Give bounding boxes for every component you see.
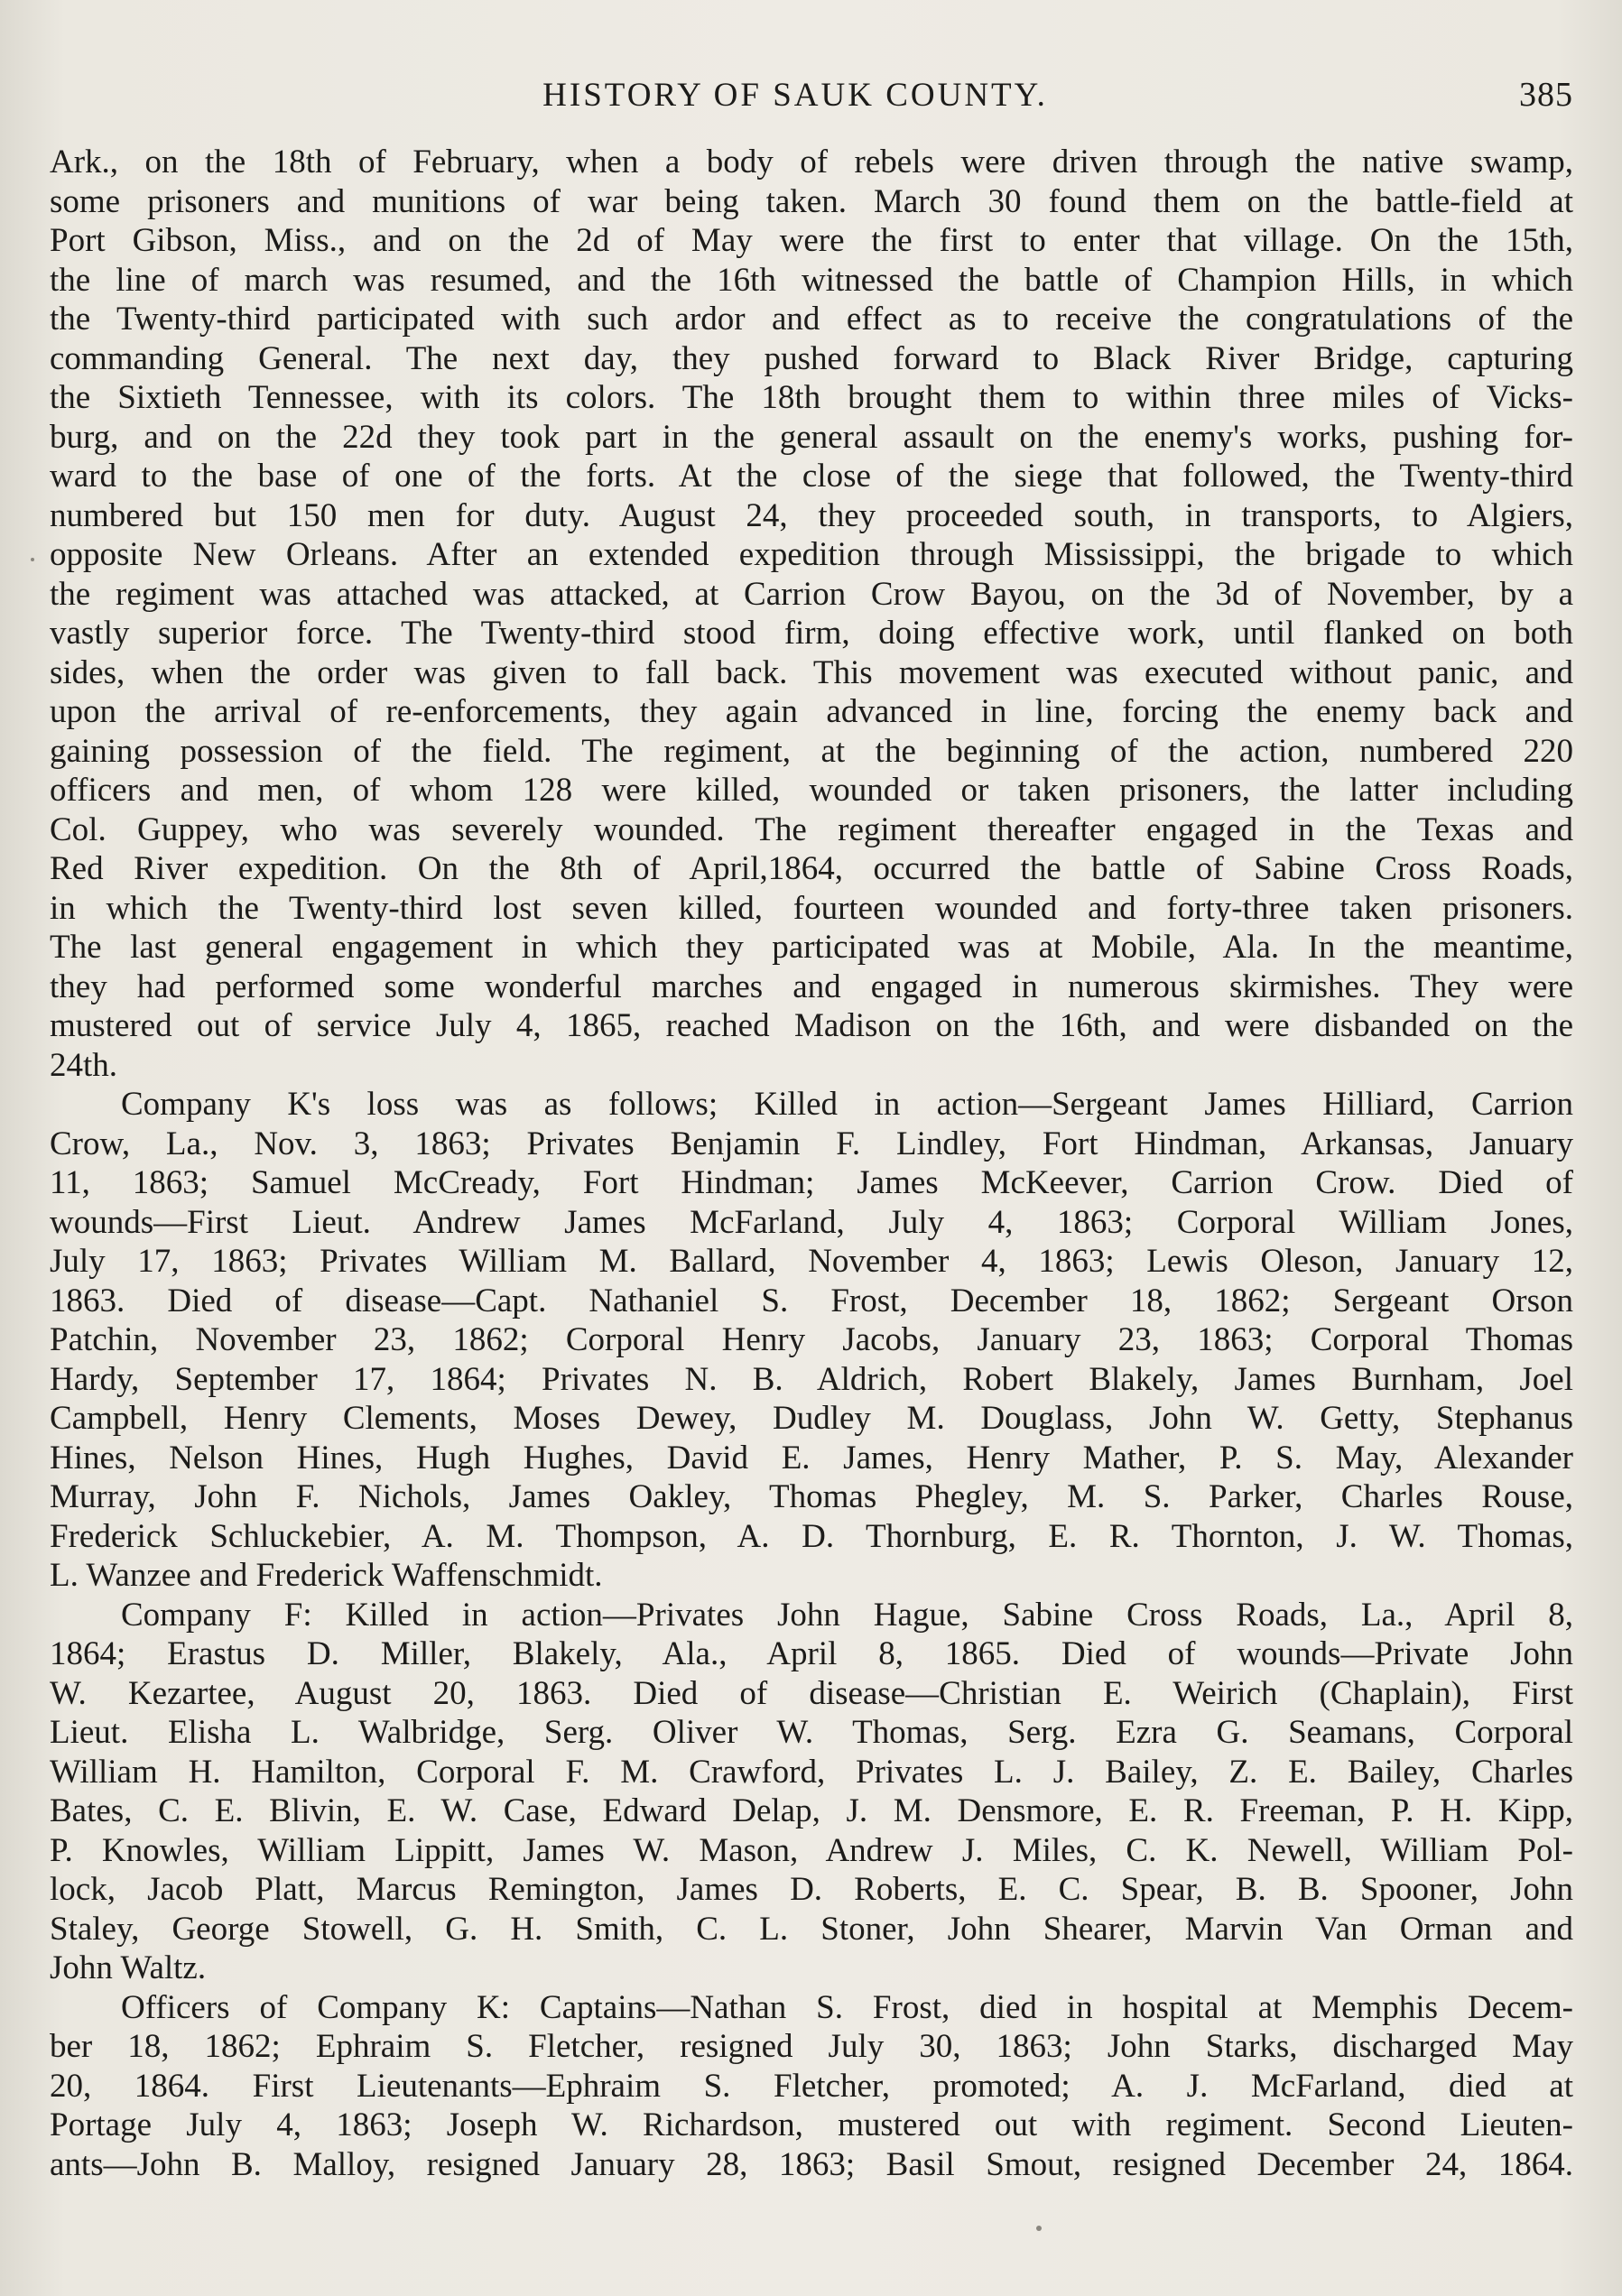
text-line: the Twenty-third participated with such ardor and effect as to receive the congratulations of the — [50, 301, 1573, 338]
text-line: Portage July 4, 1863; Joseph W. Richardson, mustered out with regiment. Second Lieuten- — [50, 2106, 1573, 2143]
paragraph-first-line: Company F: Killed in action—Privates John Hague, Sabine Cross Roads, La., April 8, — [121, 1596, 1573, 1634]
paragraph-first-line: Officers of Company K: Captains—Nathan S. Frost, died in hospital at Memphis Decem- — [121, 1988, 1573, 2026]
text-line: 1863. Died of disease—Capt. Nathaniel S. Frost, December 18, 1862; Sergeant Orson — [50, 1282, 1573, 1319]
text-line: wounds—First Lieut. Andrew James McFarland, July 4, 1863; Corporal William Jones, — [50, 1203, 1573, 1241]
paragraph-end-line: John Waltz. — [50, 1949, 207, 1986]
paragraph-end-line: 24th. — [50, 1046, 118, 1084]
text-line: Murray, John F. Nichols, James Oakley, Thomas Phegley, M. S. Parker, Charles Rouse, — [50, 1478, 1573, 1515]
text-line: Col. Guppey, who was severely wounded. The regiment thereafter engaged in the Texas and — [50, 810, 1573, 848]
text-line: burg, and on the 22d they took part in the general assault on the enemy's works, pushing for- — [50, 418, 1573, 456]
text-line: ber 18, 1862; Ephraim S. Fletcher, resigned July 30, 1863; John Starks, discharged May — [50, 2028, 1573, 2065]
text-line: 1864; Erastus D. Miller, Blakely, Ala., April 8, 1865. Died of wounds—Private John — [50, 1635, 1573, 1672]
text-line: Port Gibson, Miss., and on the 2d of May were the first to enter that village. On the 15th, — [50, 222, 1573, 259]
text-line: Hines, Nelson Hines, Hugh Hughes, David E. James, Henry Mather, P. S. May, Alexander — [50, 1439, 1573, 1477]
text-line: they had performed some wonderful marches and engaged in numerous skirmishes. They were — [50, 967, 1573, 1005]
text-line: The last general engagement in which they participated was at Mobile, Ala. In the meantime, — [50, 929, 1573, 966]
text-line: Lieut. Elisha L. Walbridge, Serg. Oliver W. Thomas, Serg. Ezra G. Seamans, Corporal — [50, 1714, 1573, 1751]
text-line: Patchin, November 23, 1862; Corporal Henry Jacobs, January 23, 1863; Corporal Thomas — [50, 1321, 1573, 1358]
text-line: in which the Twenty-third lost seven killed, fourteen wounded and forty-three taken prisoners. — [50, 889, 1573, 927]
print-speck — [1036, 2226, 1042, 2231]
body-text — [50, 143, 1573, 2184]
text-line: mustered out of service July 4, 1865, reached Madison on the 16th, and were disbanded on the — [50, 1007, 1573, 1044]
text-line: Bates, C. E. Blivin, E. W. Case, Edward Delap, J. M. Densmore, E. R. Freeman, P. H. Kipp, — [50, 1792, 1573, 1829]
text-line: some prisoners and munitions of war being taken. March 30 found them on the battle-field at — [50, 182, 1573, 220]
page-title: HISTORY OF SAUK COUNTY. — [542, 76, 1048, 114]
text-line: upon the arrival of re-enforcements, they again advanced in line, forcing the enemy back and — [50, 693, 1573, 730]
text-line: the Sixtieth Tennessee, with its colors. The 18th brought them to within three miles of Vicks- — [50, 379, 1573, 416]
text-line: Staley, George Stowell, G. H. Smith, C. L. Stoner, John Shearer, Marvin Van Orman and — [50, 1910, 1573, 1948]
text-line: Red River expedition. On the 8th of April,1864, occurred the battle of Sabine Cross Roads, — [50, 850, 1573, 887]
text-line: William H. Hamilton, Corporal F. M. Crawford, Privates L. J. Bailey, Z. E. Bailey, Charles — [50, 1753, 1573, 1791]
text-line: commanding General. The next day, they pushed forward to Black River Bridge, capturing — [50, 339, 1573, 377]
page-number: 385 — [1519, 76, 1573, 114]
paragraph-end-line: L. Wanzee and Frederick Waffenschmidt. — [50, 1557, 603, 1594]
text-line: July 17, 1863; Privates William M. Ballard, November 4, 1863; Lewis Oleson, January 12, — [50, 1243, 1573, 1280]
text-line: Campbell, Henry Clements, Moses Dewey, Dudley M. Douglass, John W. Getty, Stephanus — [50, 1400, 1573, 1437]
text-line: gaining possession of the field. The regiment, at the beginning of the action, numbered 220 — [50, 732, 1573, 770]
text-line: Crow, La., Nov. 3, 1863; Privates Benjamin F. Lindley, Fort Hindman, Arkansas, January — [50, 1125, 1573, 1162]
text-line: ward to the base of one of the forts. At the close of the siege that followed, the Twenty-third — [50, 458, 1573, 495]
text-line: officers and men, of whom 128 were killed, wounded or taken prisoners, the latter including — [50, 772, 1573, 809]
paragraph-first-line: Company K's loss was as follows; Killed in action—Sergeant James Hilliard, Carrion — [121, 1086, 1573, 1123]
text-line: ants—John B. Malloy, resigned January 28, 1863; Basil Smout, resigned December 24, 1864. — [50, 2145, 1573, 2183]
print-speck — [31, 558, 34, 561]
text-line: Ark., on the 18th of February, when a body of rebels were driven through the native swamp, — [50, 144, 1573, 181]
text-line: vastly superior force. The Twenty-third stood firm, doing effective work, until flanked on both — [50, 615, 1573, 652]
text-line: numbered but 150 men for duty. August 24, they proceeded south, in transports, to Algiers, — [50, 496, 1573, 534]
text-line: P. Knowles, William Lippitt, James W. Mason, Andrew J. Miles, C. K. Newell, William Pol- — [50, 1831, 1573, 1869]
text-line: the regiment was attached was attacked, at Carrion Crow Bayou, on the 3d of November, by a — [50, 575, 1573, 613]
text-line: Frederick Schluckebier, A. M. Thompson, A. D. Thornburg, E. R. Thornton, J. W. Thomas, — [50, 1517, 1573, 1555]
text-line: opposite New Orleans. After an extended expedition through Mississippi, the brigade to which — [50, 536, 1573, 573]
running-head — [50, 72, 1573, 117]
text-line: 20, 1864. First Lieutenants—Ephraim S. Fletcher, promoted; A. J. McFarland, died at — [50, 2067, 1573, 2105]
text-line: W. Kezartee, August 20, 1863. Died of disease—Christian E. Weirich (Chaplain), First — [50, 1674, 1573, 1712]
text-line: the line of march was resumed, and the 16th witnessed the battle of Champion Hills, in which — [50, 261, 1573, 299]
text-line: sides, when the order was given to fall back. This movement was executed without panic, and — [50, 653, 1573, 691]
text-line: Hardy, September 17, 1864; Privates N. B. Aldrich, Robert Blakely, James Burnham, Joel — [50, 1360, 1573, 1398]
text-line: 11, 1863; Samuel McCready, Fort Hindman; James McKeever, Carrion Crow. Died of — [50, 1164, 1573, 1201]
text-line: lock, Jacob Platt, Marcus Remington, James D. Roberts, E. C. Spear, B. B. Spooner, John — [50, 1871, 1573, 1908]
